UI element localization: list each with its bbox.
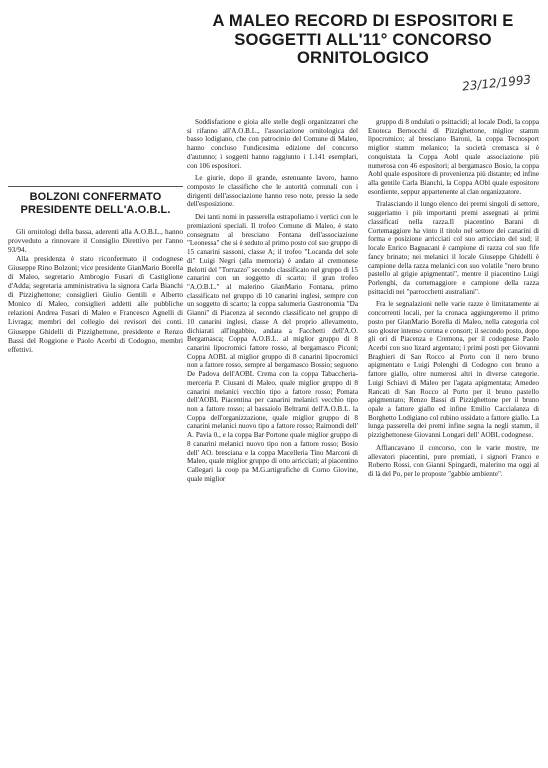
col1-paragraph-3: Dei tanti nomi in passerella estrapoliamo i vertici con le premiazioni speciali. Il trofeo Comune di Maleo, è stato consegnato al bresciano Fontana dell'associazione "Leonessa" che si è seduto al primo posto col suo gruppo di 15 canarini sassoni, classe A; il trofeo "Locanda del sole di" Luigi Negri (alla memoria) è andato al cremonese Belotti del "Torrazzo" secondo classificato nel gruppo di 15 canarini con un soggetto di scarto; il gran trofeo "A.O.B.L." al malerino GianMario Fontana, primo classificato nel gruppo di 10 canarini inglesi, sempre con un soggetto di scarto; la coppa salumeria Gastronomia "Da Gianni" di Piacenza al secondo classificato nel gruppo di 10 canarini inglesi, classe A del proprio allevamento, dichiarati all'ingabbio, andata a Facchetti dell'A.O. Bergamasca; Coppa A.O.B.L. al miglior gruppo di 8 canarini lipocromici fattore rosso, al bergamasco Piconi; Coppa AOBL al miglior gruppo di 8 canarini lipocromici non a fattore rosso, sempre al bergamasco Bossio; seguono De Padova dell'AOBL Crema con la coppa Tabaccheria-merceria P. Ciusani di Maleo, quale miglior gruppo di 8 canarini melanici vecchio tipo a fattore rosso; Pomata dell'AOBL Piacentina per canarini melanici vecchio tipo non a fattore rosso; al bassaiolo Beltrami dell'A.O.B.L. la Coppa dell'organizzazione, quale miglior gruppo di 8 canarini melanici nuovo tipo a fattore rosso; Raimondi dell' A. Pavia 0., e la coppa Bar Portone quale miglior gruppo di 8 canarini melanici nuovo tipo non a fattore rosso; Bosio dell' AO. bresciana e la coppa Macelleria Tino Marconi di Maleo, quale miglior gruppo di otto arricciati; al piacentino Callegari la coop pa M.G.artigrafiche di Corno Giovine, quale miglior bbox=[187, 213, 358, 483]
col2-paragraph-2: Tralasciando il lungo elenco dei premi singoli di settore, suggeriamo i più importanti premi assegnati ai primi classificati nella razza.Il piacentino Barani di Cortemaggiore ha vinto il titolo nel settore dei canarini di forma e posizione arricciati col suo arricciato del sud; il locale Enrico Bagnacani è campione di razza col suo fife fancy brinato; nei melanici il locale Giuseppe Ghidelli è campione della razza melanici con suo volatile "nero bruno pastello al grigie apigmentati", mentre il piacentino Luigi Porlenghi, da cortemaggiore e campione della razza psittacidi nei "parrocchetti australiani". bbox=[368, 200, 539, 296]
left-paragraph-1: Gli ornitologi della bassa, aderenti alla A.O.B.L., hanno provveduto a rinnovare il Consiglio Direttivo per l'anno 93/94. bbox=[8, 227, 183, 255]
column-1 bbox=[187, 118, 358, 483]
column-2 bbox=[368, 118, 539, 483]
left-paragraph-2: Alla presidenza è stato riconfermato il codognese Giuseppe Rino Bolzoni; vice presidente GianMario Borella di Maleo, segretario Ambrogio Fusari di Castiglione d'Adda; segretaria amministrativa la signora Carla Bianchi di Pizzighettone; consiglieri Giulio Gentili e Alberto Monico di Maleo, consiglieri addetti alle pubbliche relazioni Andrea Fusari di Maleo e Francesco Agnelli di Livraga; membri del collegio dei revisori dei conti. Giuseppe Ghidelli di Pizzighettone, presidente e Renzo Bassi del Roggione e Paolo Acerbi di Codogno, membri effettivi. bbox=[8, 254, 183, 354]
col2-paragraph-4: Affiancavano il concorso, con le varie mostre, tre allevatori piacentini, pure premiati, i signori Franco e Roberto Rossi, con Gianni Spingardi, malerino ma oggi al di là del Po, per le proposte "gabbie ambiente". bbox=[368, 443, 539, 479]
col1-paragraph-1: Soddisfazione e gioia alle stelle degli organizzatori che si rifanno all'A.O.B.L., l'associazione ornitologica del basso lodigiano, che con patrocinio del Comune di Maleo, hanno concluso l'undicesima edizione del concorso d'autunno; i soggetti hanno raggiunto i 1.141 esemplari, con 106 espositori. bbox=[187, 118, 358, 170]
col2-paragraph-3: Fra le segnalazioni nelle varie razze è limitatamente ai concorrenti locali, per la cronaca aggiungeremo il primo posto per GianMario Borella di Maleo, nella categoria col suo gloster intenso corona e consort; il secondo posto, dopo gli ori di Piacenza e Cremona, per il codognese Paolo Acerbi con suo lizard argentato; i primi posti per Giovanni Braghieri di San Rocco al Porto con il nero bruno apigmentato e Luigi Polenghi di Codogno con bruno a fattore giallo, oltre numerosi altri in diverse categorie. Luigi Schiavi di Maleo per l'agata apigmentata; Amedeo Rancati di San Rocco al Porto per il bruno pastello apigmentato; Renzo Bassi di Pizzighettone per il bruno opale a fattore giallo ed infine Emilio Caccialanza di Borghetto Lodigiano col rubino ossidato a fattore giallo. La lunga passerella dei premi infine segna la negli stamm, il pizzighettonese Giovanni Longari dell' AOBL codognese. bbox=[368, 300, 539, 440]
left-headline: BOLZONI CONFERMATO PRESIDENTE DELL'A.O.B.L. bbox=[20, 191, 171, 216]
col2-paragraph-1: gruppo di 8 ondulati o psittacidi; al locale Dodi, la coppa Enoteca Bernocchi di Pizzighettone, miglior stamm lipocromico; al bresciano Baroni, la coppa Tecnosport miglior stamm melanico; la società cremasca si è conquistata la Coppa Aobl quale associazione più numerosa con 46 espositori; al bergamasco Bosio, la coppa Aobl quale espositore di provenienza più distante; ed infine alla gentile Carla Bianchi, la Coppa AObl quale espositore esordiente, seppur appartenente al clan organizzatore. bbox=[368, 118, 539, 196]
right-article bbox=[187, 2, 539, 762]
handwritten-date: 23/12/1993 bbox=[461, 72, 532, 94]
col1-paragraph-2: Le giurie, dopo il grande, estenuante lavoro, hanno composto le classifiche che le autorità comunali con i dirigenti dell'associazione hanno reso note, presso la sede dell'esposizione. bbox=[187, 174, 358, 209]
article-columns bbox=[187, 118, 539, 483]
left-article bbox=[8, 186, 183, 437]
right-headline: A MALEO RECORD DI ESPOSITORI E SOGGETTI ALL'11° CONCORSO ORNITOLOGICO bbox=[212, 11, 514, 67]
